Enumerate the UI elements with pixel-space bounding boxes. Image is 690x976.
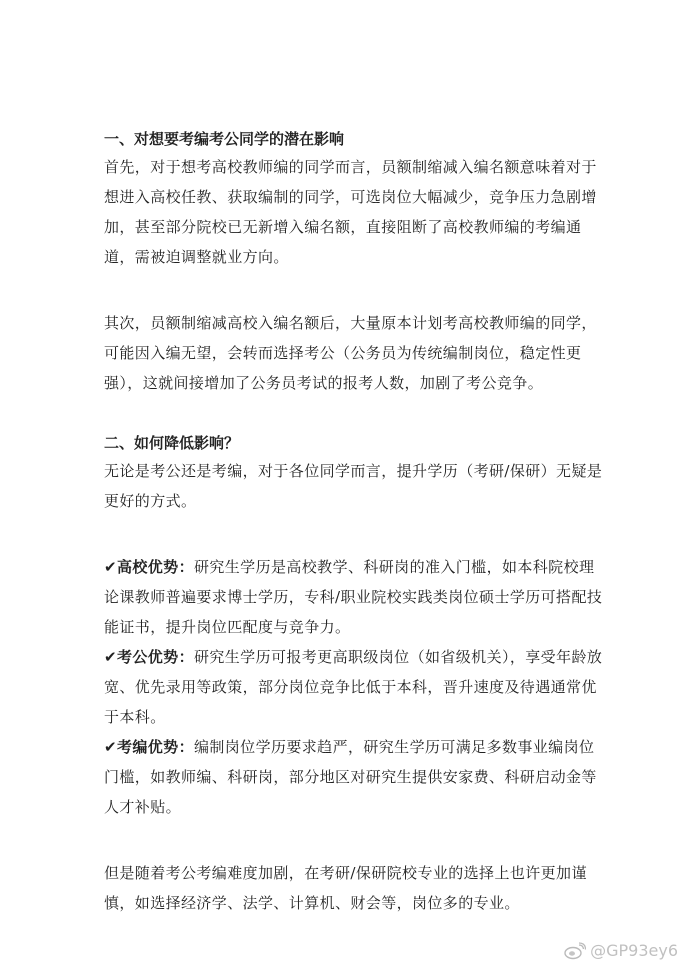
section-1-heading: 一、对想要考编考公同学的潜在影响	[104, 130, 345, 148]
bullet-text: 编制岗位学历要求趋严，研究生学历可满足多数事业编岗位门槛，如教师编、科研岗，部分地区对研究生提供安家费、科研启动金等人才补贴。	[104, 738, 597, 816]
section-2-paragraph-2: 但是随着考公考编难度加剧，在考研/保研院校专业的选择上也许更加谨慎，如选择经济学、法学、计算机、财会等，岗位多的专业。	[104, 864, 587, 912]
bullet-item-civil-service	[104, 642, 604, 732]
bullet-item-public-institution	[104, 732, 604, 822]
document-body	[104, 126, 604, 918]
watermark	[564, 941, 678, 960]
bullet-label: 考公优势：	[116, 648, 194, 666]
section-1-paragraph-1: 首先，对于想考高校教师编的同学而言，员额制缩减入编名额意味着对于想进入高校任教、获取编制的同学，可选岗位大幅减少，竞争压力急剧增加，甚至部分院校已无新增入编名额，直接阻断了高校教师编的考编通道，需被迫调整就业方向。	[104, 158, 597, 266]
bullet-item-university	[104, 552, 604, 642]
section-2-heading: 二、如何降低影响？	[104, 434, 240, 452]
bullet-text: 研究生学历可报考更高职级岗位（如省级机关），享受年龄放宽、优先录用等政策，部分岗位竞争比低于本科，晋升速度及待遇通常优于本科。	[104, 648, 603, 726]
weibo-logo-icon	[564, 942, 586, 960]
bullet-label: 考编优势：	[116, 738, 194, 756]
checkmark-icon: ✔	[104, 648, 117, 666]
section-2-paragraph-1: 无论是考公还是考编，对于各位同学而言，提升学历（考研/保研）无疑是更好的方式。	[104, 462, 603, 510]
bullet-label: 高校优势：	[116, 558, 194, 576]
checkmark-icon: ✔	[104, 558, 117, 576]
section-1-paragraph-2: 其次，员额制缩减高校入编名额后，大量原本计划考高校教师编的同学，可能因入编无望，会转而选择考公（公务员为传统编制岗位，稳定性更强），这就间接增加了公务员考试的报考人数，加剧了考公竞争。	[104, 314, 597, 392]
bullet-text: 研究生学历是高校教学、科研岗的准入门槛，如本科院校理论课教师普遍要求博士学历，专科/职业院校实践类岗位硕士学历可搭配技能证书，提升岗位匹配度与竞争力。	[104, 558, 603, 636]
watermark-handle: @GP93ey6	[590, 941, 678, 960]
checkmark-icon: ✔	[104, 738, 117, 756]
